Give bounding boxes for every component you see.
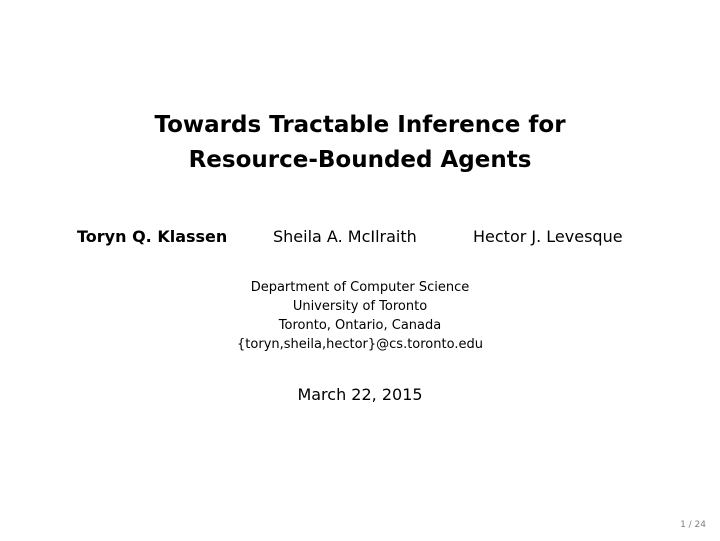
author-name: Hector J. Levesque xyxy=(473,227,623,246)
slide-title-line-1: Towards Tractable Inference for xyxy=(154,112,566,138)
affiliation-emails: {toryn,sheila,hector}@cs.toronto.edu xyxy=(237,337,483,352)
author-name: Sheila A. McIlraith xyxy=(273,227,417,246)
author-list xyxy=(0,225,720,251)
affiliation-department: Department of Computer Science xyxy=(250,280,470,295)
affiliation-university: University of Toronto xyxy=(292,299,428,314)
author-name: Toryn Q. Klassen xyxy=(77,227,228,246)
slide-title-line-2: Resource-Bounded Agents xyxy=(188,147,532,173)
affiliation-location: Toronto, Ontario, Canada xyxy=(278,318,442,333)
page-number: 1 / 24 xyxy=(680,520,706,530)
presentation-date: March 22, 2015 xyxy=(297,385,423,404)
